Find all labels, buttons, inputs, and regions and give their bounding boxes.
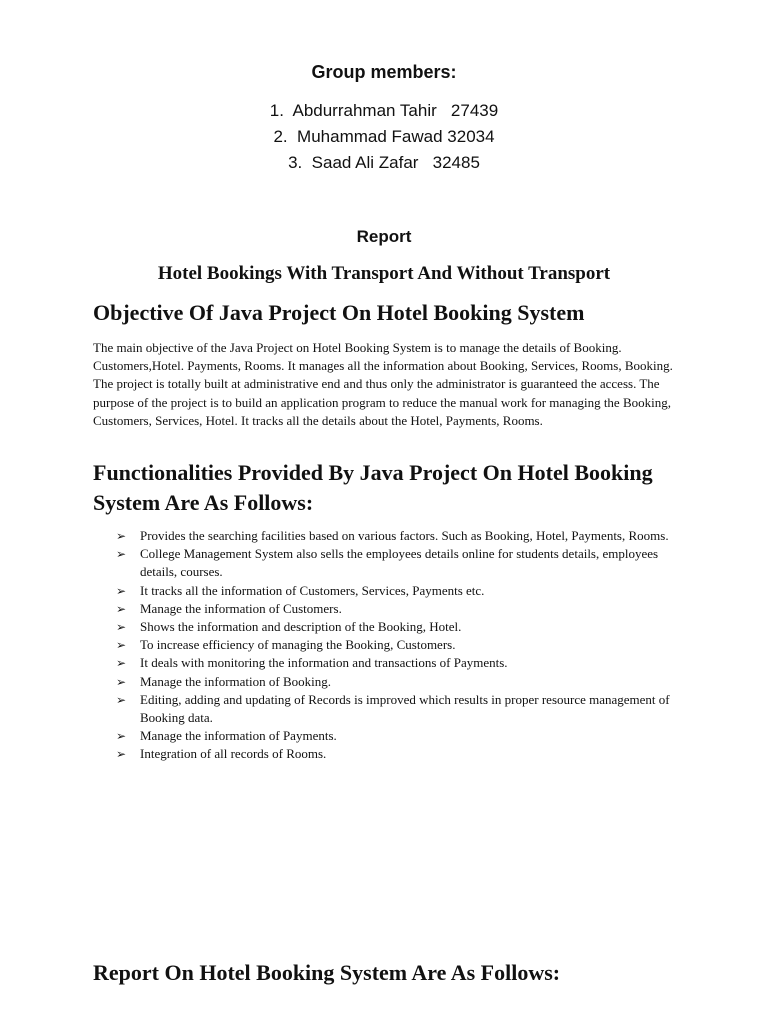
list-item	[116, 745, 671, 763]
list-item-text: Manage the information of Booking.	[140, 673, 331, 689]
list-item	[116, 691, 671, 727]
list-item-text: It tracks all the information of Customers, Services, Payments etc.	[140, 582, 485, 598]
list-item: 1. Abdurrahman Tahir 27439	[269, 101, 499, 120]
arrow-bullet-icon: ➢	[116, 692, 127, 707]
list-item-text: It deals with monitoring the information and transactions of Payments.	[140, 655, 508, 671]
functionalities-heading: Functionalities Provided By Java Project On Hotel Booking System Are As Follows:	[93, 460, 653, 515]
list-item-text: Provides the searching facilities based on various factors. Such as Booking, Hotel, Payments, Rooms.	[140, 528, 669, 543]
arrow-bullet-icon: ➢	[116, 638, 127, 653]
list-item	[116, 618, 671, 636]
list-item: 3. Saad Ali Zafar 32485	[288, 153, 480, 172]
group-members-list	[0, 98, 768, 176]
list-item-text: Shows the information and description of the Booking, Hotel.	[140, 619, 462, 635]
list-item-text: College Management System also sells the employees details online for students details, employees details, courses.	[140, 546, 659, 580]
list-item	[116, 582, 671, 600]
report-subtitle: Hotel Bookings With Transport And Without Transport	[157, 263, 611, 284]
arrow-bullet-icon: ➢	[116, 529, 127, 543]
list-item	[116, 636, 671, 654]
objective-heading: Objective Of Java Project On Hotel Booking System	[93, 300, 585, 325]
arrow-bullet-icon: ➢	[116, 620, 127, 635]
list-item	[116, 600, 671, 618]
arrow-bullet-icon: ➢	[116, 583, 127, 598]
arrow-bullet-icon: ➢	[116, 729, 127, 744]
list-item-text: To increase efficiency of managing the Booking, Customers.	[140, 637, 456, 653]
objective-paragraph: The main objective of the Java Project on Hotel Booking System is to manage the details of Booking. Customers,Hotel. Payments, Rooms. It manages all the information about Booking, Services, Rooms, Booking. The project is totally built at administrative end and thus only the administrator is guaranteed the access. The purpose of the project is to build an application program to reduce the manual work for managing the Booking, Customers, Services, Hotel. It tracks all the details about the Hotel, Payments, Rooms.	[93, 340, 673, 428]
list-item-text: Integration of all records of Rooms.	[140, 746, 327, 762]
group-members-heading: Group members:	[311, 62, 457, 82]
list-item-text: Manage the information of Payments.	[140, 728, 337, 744]
list-item	[116, 654, 671, 672]
list-item	[116, 545, 671, 581]
list-item-text: Manage the information of Customers.	[140, 600, 342, 616]
arrow-bullet-icon: ➢	[116, 547, 127, 562]
list-item	[116, 527, 671, 545]
report-label: Report	[356, 227, 412, 246]
arrow-bullet-icon: ➢	[116, 674, 127, 689]
functionalities-list	[116, 527, 671, 764]
arrow-bullet-icon: ➢	[116, 601, 127, 616]
arrow-bullet-icon: ➢	[116, 656, 127, 671]
list-item	[116, 727, 671, 745]
list-item: 2. Muhammad Fawad 32034	[273, 127, 495, 146]
list-item-text: Editing, adding and updating of Records is improved which results in proper resource management of Booking data.	[140, 691, 670, 726]
arrow-bullet-icon: ➢	[116, 747, 127, 762]
report-section-heading: Report On Hotel Booking System Are As Follows:	[93, 960, 561, 985]
list-item	[116, 673, 671, 691]
